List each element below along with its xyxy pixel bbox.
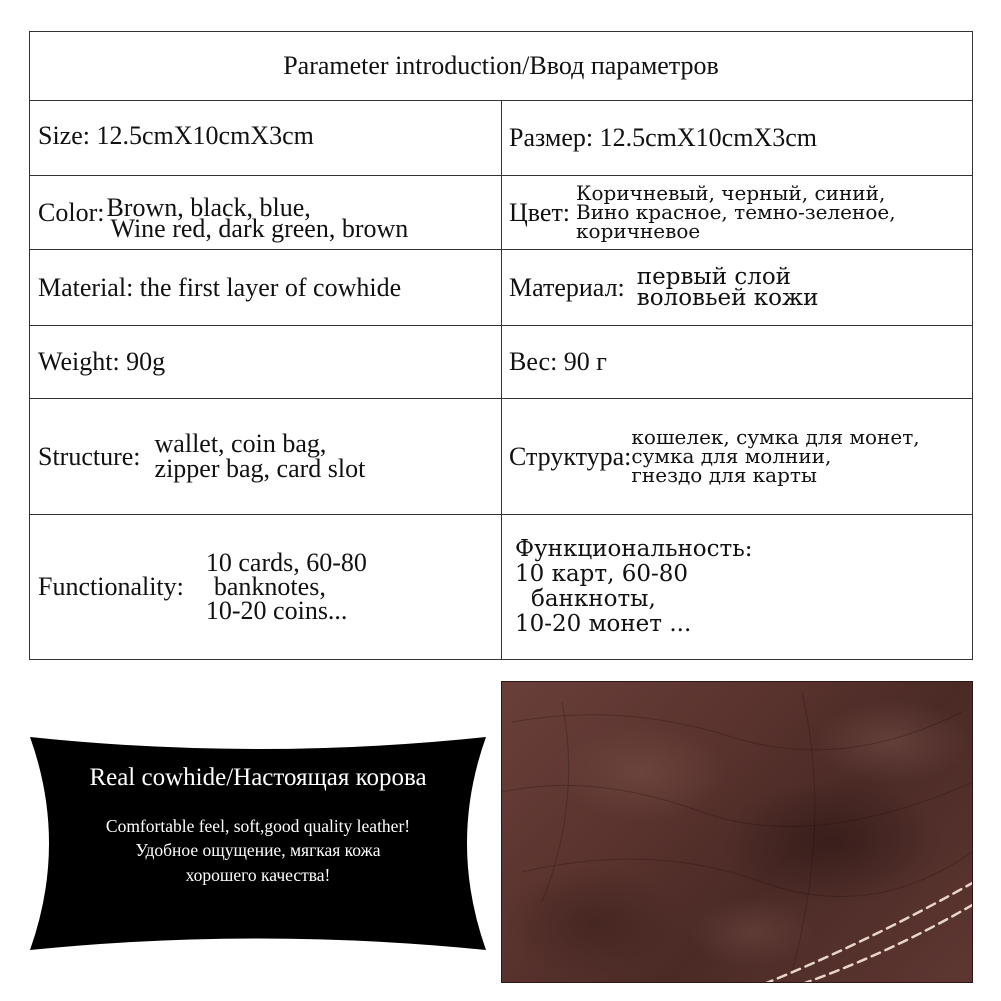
weight-ru: Вес: 90 г (509, 347, 607, 376)
material-ru-label: Материал: (509, 272, 625, 302)
color-en-cell (38, 176, 498, 249)
table-row-structure (30, 398, 972, 514)
table-row-functionality (30, 514, 972, 659)
structure-ru-values (631, 425, 920, 487)
color-ru-line2: Вино красное, темно-зеленое, (576, 200, 896, 224)
structure-en-values (154, 428, 366, 483)
structure-ru-line1: кошелек, сумка для монет, (631, 425, 920, 449)
banner-line-3: хорошего качества! (185, 865, 331, 885)
structure-en-cell (38, 399, 498, 514)
functionality-en-values (205, 548, 367, 625)
weight-en-cell (38, 326, 498, 398)
structure-ru-line3: гнездо для карты (631, 463, 817, 487)
structure-en-label: Structure: (38, 441, 141, 471)
table-row-size (30, 100, 972, 175)
table-row-color (30, 175, 972, 249)
size-en-cell (38, 101, 498, 175)
color-en-line1: Brown, black, blue, (106, 193, 311, 223)
structure-en-line2: zipper bag, card slot (154, 453, 366, 483)
structure-en-line1: wallet, coin bag, (154, 428, 327, 458)
weight-en: Weight: 90g (38, 347, 166, 376)
weight-ru-cell (509, 326, 968, 398)
banner-line-2: Удобное ощущение, мягкая кожа (135, 840, 381, 860)
color-ru-values (576, 181, 896, 243)
material-ru-line1: первый слой (636, 263, 792, 290)
functionality-en-label: Functionality: (38, 572, 184, 601)
functionality-ru-line4: 10-20 монет ... (515, 610, 692, 637)
structure-ru-line2: сумка для молнии, (631, 444, 832, 468)
structure-ru-label: Структура: (509, 441, 632, 471)
functionality-ru-cell (509, 515, 968, 659)
color-en-label: Color: (38, 197, 105, 227)
table-title: Parameter introduction/Ввод параметров (283, 51, 719, 80)
size-ru: Размер: 12.5cmX10cmX3cm (509, 123, 817, 152)
functionality-ru-values (515, 537, 753, 636)
table-row-material (30, 249, 972, 325)
functionality-ru-line2: 10 карт, 60-80 (515, 561, 689, 588)
color-ru-cell (509, 176, 968, 249)
material-en-cell (38, 250, 498, 325)
leather-texture-photo (501, 681, 973, 983)
functionality-en-line2: banknotes, (213, 572, 326, 602)
material-ru-cell (509, 250, 968, 325)
material-en: Material: the first layer of cowhide (38, 272, 402, 302)
material-ru-values (636, 263, 819, 311)
real-cowhide-banner (30, 737, 486, 950)
functionality-en-line3: 10-20 coins... (205, 595, 348, 625)
banner-line-1: Comfortable feel, soft,good quality leather! (105, 816, 411, 836)
functionality-en-cell (38, 515, 498, 659)
color-ru-line1: Коричневый, черный, синий, (576, 181, 886, 205)
color-ru-label: Цвет: (509, 197, 571, 227)
parameter-table (29, 31, 973, 660)
structure-ru-cell (509, 399, 968, 514)
banner-title: Real cowhide/Настоящая корова (89, 764, 427, 791)
color-en-line2: Wine red, dark green, brown (110, 213, 409, 243)
leather-stitching (502, 682, 973, 983)
functionality-ru-line1: Функциональность: (515, 536, 753, 563)
functionality-ru-line3: банкноты, (531, 586, 656, 612)
size-ru-cell (509, 101, 968, 175)
color-en-values (106, 193, 409, 243)
size-en: Size: 12.5cmX10cmX3cm (38, 121, 314, 150)
material-ru-line2: воловьей кожи (636, 284, 819, 311)
functionality-en-line1: 10 cards, 60-80 (205, 548, 367, 578)
table-row-weight (30, 325, 972, 398)
color-ru-line3: коричневое (576, 219, 701, 243)
